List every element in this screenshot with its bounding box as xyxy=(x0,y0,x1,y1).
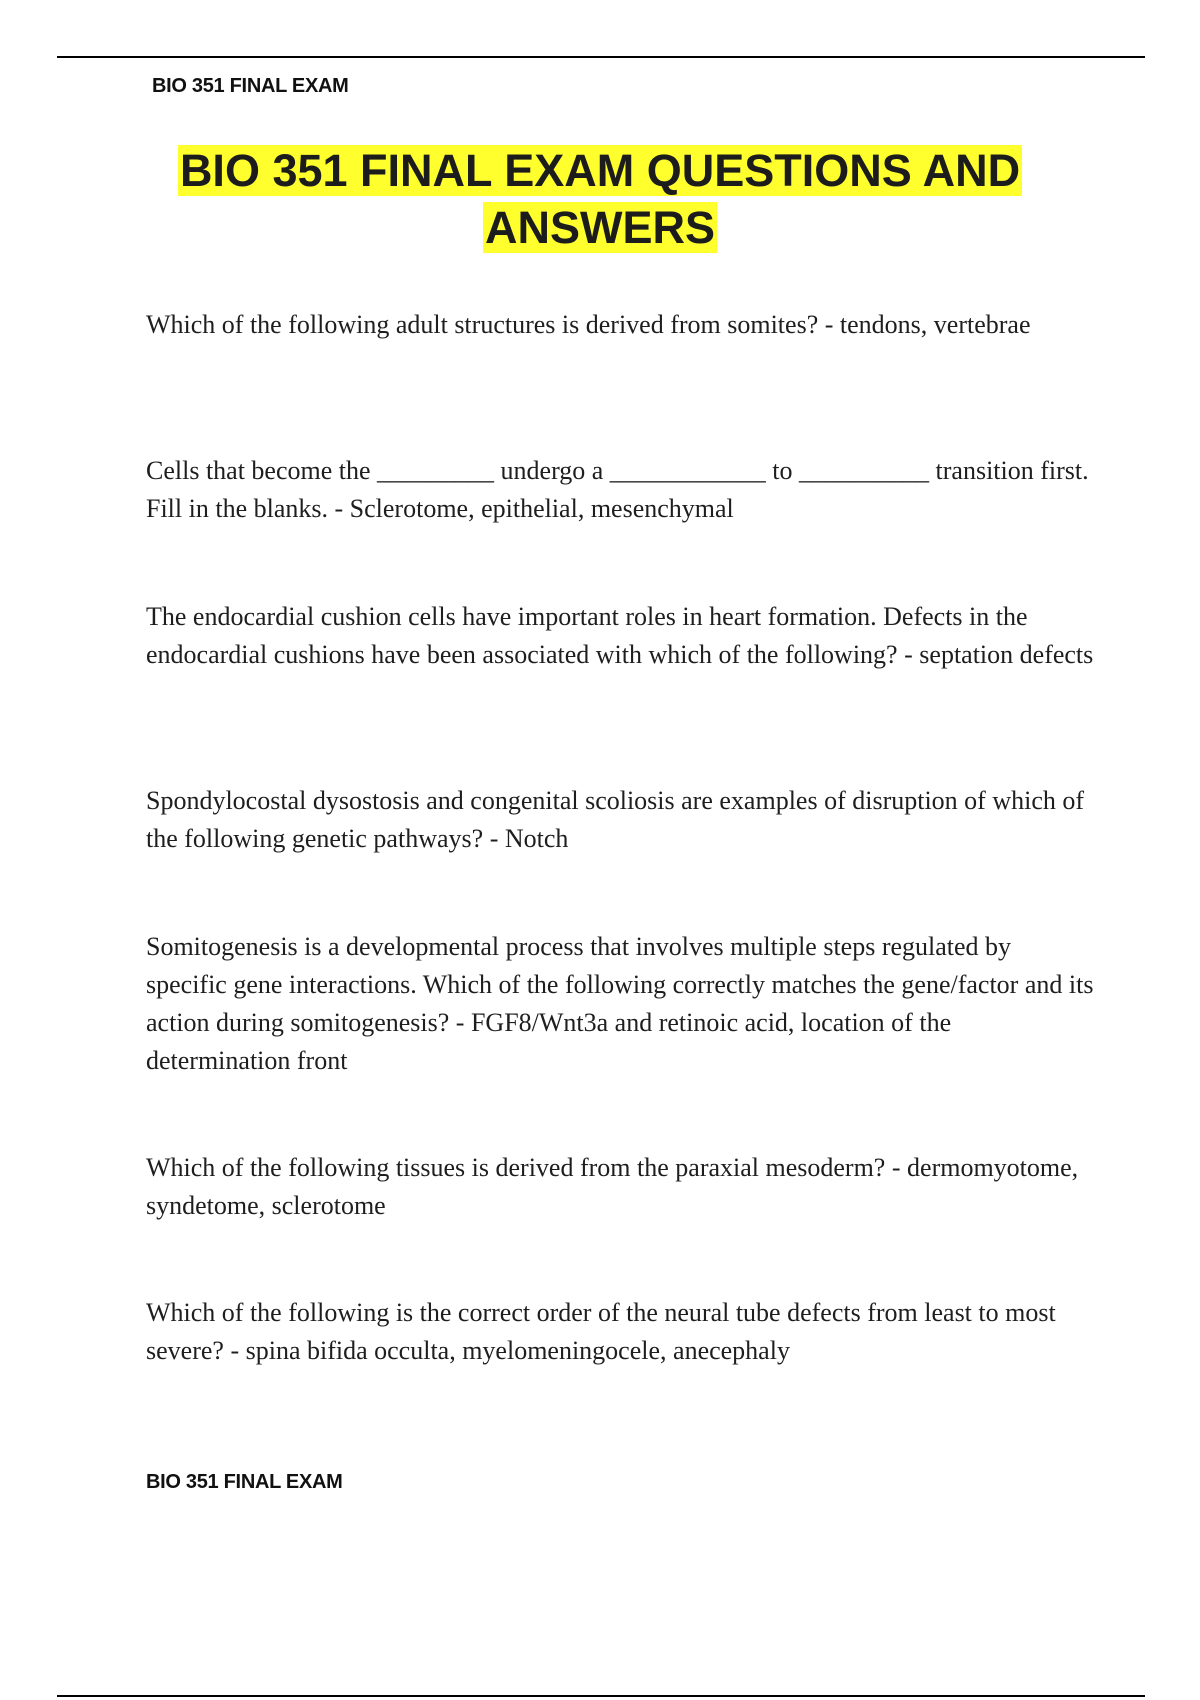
question-text: Which of the following tissues is derived from the paraxial mesoderm? xyxy=(146,1153,886,1182)
title-line-2: ANSWERS xyxy=(484,202,715,253)
question-text: Somitogenesis is a developmental process that involves multiple steps regulated by specific gene interactions. Which of the following correctly matches the gene/factor and its action during somitogenesis? xyxy=(146,932,1100,1037)
answer-text: FGF8/Wnt3a and retinoic acid, location of the determination front xyxy=(146,1008,958,1075)
question-text: Spondylocostal dysostosis and congenital scoliosis are examples of disruption of which of the following genetic pathways? xyxy=(146,786,1091,853)
separator: - xyxy=(483,824,505,853)
top-rule xyxy=(57,56,1145,58)
running-header: BIO 351 FINAL EXAM xyxy=(152,75,349,97)
question-text: Which of the following adult structures is derived from somites? xyxy=(146,310,819,339)
answer-text: tendons, vertebrae xyxy=(839,310,1031,339)
qa-item-4 xyxy=(146,782,1096,858)
question-text: Cells that become the _________ undergo a ____________ to __________ transition first. Fill in the blanks. xyxy=(146,456,1096,523)
answer-text: Sclerotome, epithelial, mesenchymal xyxy=(349,494,734,523)
separator: - xyxy=(328,494,350,523)
bottom-rule xyxy=(57,1695,1145,1697)
separator: - xyxy=(223,1336,246,1365)
running-footer: BIO 351 FINAL EXAM xyxy=(146,1471,343,1493)
qa-item-7 xyxy=(146,1294,1096,1370)
answer-text: spina bifida occulta, myelomeningocele, anecephaly xyxy=(245,1336,790,1365)
separator: - xyxy=(897,640,920,669)
document-title xyxy=(100,142,1100,256)
question-text: The endocardial cushion cells have important roles in heart formation. Defects in the endocardial cushions have been associated with which of the following? xyxy=(146,602,1035,669)
answer-text: dermomyotome, syndetome, sclerotome xyxy=(146,1153,1085,1220)
qa-item-6 xyxy=(146,1149,1096,1225)
title-line-1: BIO 351 FINAL EXAM QUESTIONS AND xyxy=(179,145,1021,196)
question-text: Which of the following is the correct order of the neural tube defects from least to most severe? xyxy=(146,1298,1063,1365)
separator: - xyxy=(818,310,840,339)
separator: - xyxy=(449,1008,471,1037)
qa-item-1 xyxy=(146,306,1096,344)
separator: - xyxy=(885,1153,908,1182)
answer-text: septation defects xyxy=(919,640,1094,669)
qa-item-5 xyxy=(146,928,1100,1080)
qa-item-3 xyxy=(146,598,1096,674)
qa-item-2 xyxy=(146,452,1096,528)
answer-text: Notch xyxy=(504,824,569,853)
